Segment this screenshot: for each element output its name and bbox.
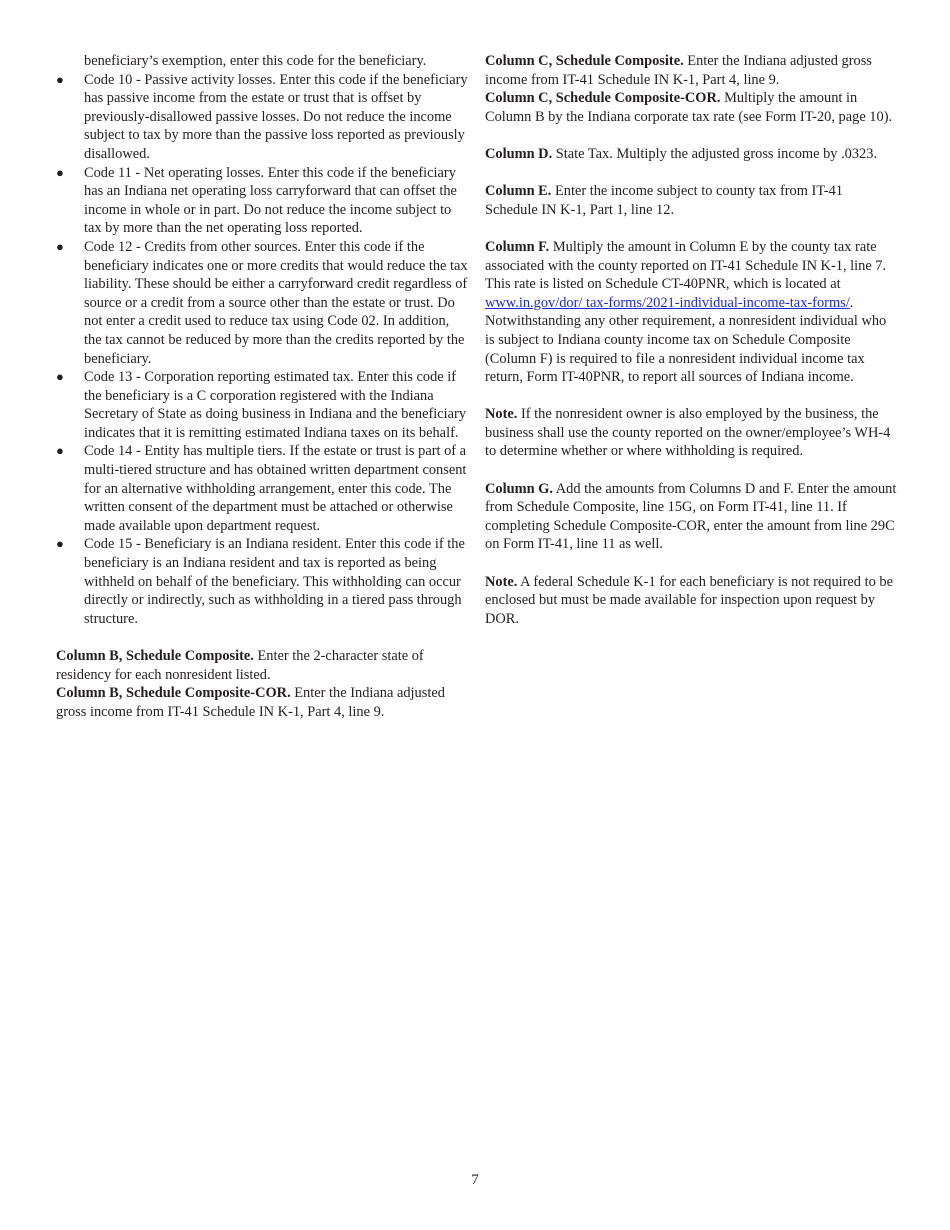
column-b-composite-label: Column B, Schedule Composite. (56, 648, 254, 664)
column-c-cor-paragraph (485, 89, 897, 126)
column-f-text-before: Multiply the amount in Column E by the county tax rate associated with the county reported on IT-41 Schedule IN K-1, line 7. This rate is listed on Schedule CT-40PNR, which is located at (485, 238, 887, 293)
note-employee-paragraph (485, 405, 897, 461)
bullet-icon: ● (56, 443, 64, 459)
column-b-composite-paragraph (56, 647, 468, 684)
column-c-cor-label: Column C, Schedule Composite-COR. (485, 90, 721, 107)
column-c-composite-paragraph (485, 52, 897, 89)
note-label: Note. (485, 406, 518, 423)
column-e-label: Column E. (485, 183, 552, 200)
bullet-icon: ● (56, 238, 64, 254)
list-item (56, 442, 468, 535)
column-f-label: Column F. (485, 238, 550, 255)
note-k1-text: A federal Schedule K-1 for each beneficiary is not required to be enclosed but must be made available for inspection upon request by DOR. (485, 573, 893, 627)
list-item (56, 238, 468, 368)
column-c-composite-text: Enter the Indiana adjusted gross income from IT-41 Schedule IN K-1, Part 4, line 9. (485, 53, 872, 88)
column-g-label: Column G. (485, 480, 553, 497)
column-d-paragraph (485, 145, 897, 164)
list-item (56, 71, 468, 164)
code-14-text: Code 14 - Entity has multiple tiers. If the estate or trust is part of a multi-tiered structure and has obtained written department consent for an alternative withholding arrangement, enter this code. The written consent of the department must be attached or otherwise made available upon department request. (84, 443, 467, 534)
list-item (56, 164, 468, 238)
code-11-text: Code 11 - Net operating losses. Enter this code if the beneficiary has an Indiana net operating loss carryforward that can offset the income in whole or in part. Do not reduce the income subject to tax by more than the net operating loss reported. (84, 164, 457, 237)
bullet-icon: ● (56, 536, 64, 552)
column-g-paragraph (485, 480, 897, 554)
column-f-paragraph (485, 238, 897, 387)
code-12-text: Code 12 - Credits from other sources. Enter this code if the beneficiary indicates one or more credits that would reduce the tax liability. These should be either a carryforward credit regardless of source or a credit from a source other than the estate or trust. Do not enter a credit used to reduce tax using Code 02. In addition, the tax cannot be reduced by more than the credits reported by the beneficiary. (84, 238, 468, 367)
right-column (485, 52, 897, 628)
note-label: Note. (485, 573, 518, 590)
intro-line: beneficiary’s exemption, enter this code for the beneficiary. (84, 53, 427, 69)
left-column (56, 52, 468, 721)
code-13-text: Code 13 - Corporation reporting estimated tax. Enter this code if the beneficiary is a C corporation registered with the Indiana Secretary of State as doing business in Indiana and the beneficiary indicates that it is remitting estimated Indiana taxes on its behalf. (84, 369, 467, 441)
page-number: 7 (471, 1172, 479, 1188)
tax-forms-link[interactable]: www.in.gov/dor/ tax-forms/2021-individual-income-tax-forms/ (485, 294, 850, 311)
bullet-icon: ● (56, 369, 64, 385)
column-b-cor-text: Enter the Indiana adjusted gross income from IT-41 Schedule IN K-1, Part 4, line 9. (56, 685, 445, 720)
list-item (56, 368, 468, 442)
column-c-cor-text: Multiply the amount in Column B by the Indiana corporate tax rate (see Form IT-20, page 10). (485, 90, 893, 125)
column-d-label: Column D. (485, 145, 553, 162)
code-10-text: Code 10 - Passive activity losses. Enter this code if the beneficiary has passive income from the estate or trust that is offset by previously-disallowed passive losses. Do not reduce the income subject to tax by more than the passive loss reported as previously disallowed. (84, 71, 468, 162)
list-item (56, 535, 468, 628)
column-c-composite-label: Column C, Schedule Composite. (485, 53, 684, 69)
bullet-icon: ● (56, 71, 64, 87)
column-b-cor-paragraph (56, 684, 468, 721)
note-k1-paragraph (485, 573, 897, 629)
column-f-text-after: . Notwithstanding any other requirement, a nonresident individual who is subject to Indiana county income tax on Schedule Composite (Column F) is required to file a nonresident individual income tax return, Form IT-40PNR, to report all sources of Indiana income. (485, 294, 887, 386)
column-e-text: Enter the income subject to county tax from IT-41 Schedule IN K-1, Part 1, line 12. (485, 183, 843, 218)
column-g-text: Add the amounts from Columns D and F. Enter the amount from Schedule Composite, line 15G, on Form IT-41, line 11. If completing Schedule Composite-COR, enter the amount from line 29C on Form IT-41, line 11 as well. (485, 480, 897, 553)
code-15-text: Code 15 - Beneficiary is an Indiana resident. Enter this code if the beneficiary is an Indiana resident and tax is reported as being withheld on behalf of the beneficiary. This withholding can occur directly or indirectly, such as withholding in a tiered pass through structure. (84, 536, 465, 627)
column-e-paragraph (485, 182, 897, 219)
note-employee-text: If the nonresident owner is also employed by the business, the business shall use the county reported on the owner/employee’s WH-4 to determine whether or where withholding is required. (485, 406, 891, 460)
column-d-text: State Tax. Multiply the adjusted gross income by .0323. (552, 145, 878, 162)
code-list (56, 71, 468, 629)
column-b-composite-text: Enter the 2-character state of residency for each nonresident listed. (56, 648, 424, 683)
bullet-icon: ● (56, 164, 64, 180)
column-b-cor-label: Column B, Schedule Composite-COR. (56, 685, 291, 702)
